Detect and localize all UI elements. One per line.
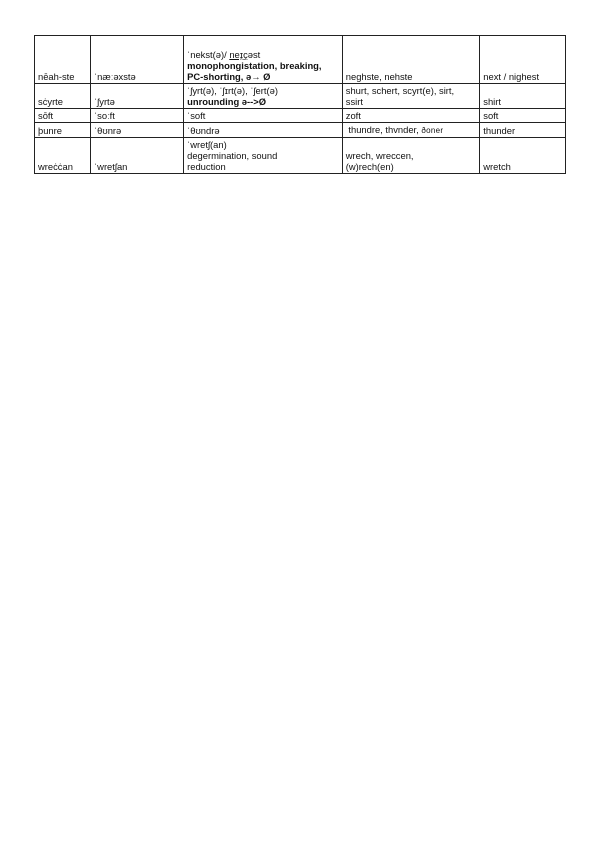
middle-english-line: shurt, schert, scyrt(e), sirt, bbox=[345, 85, 455, 96]
modern-english-cell: next / nighest bbox=[480, 36, 566, 84]
old-english-cell: wreċċan bbox=[35, 138, 91, 174]
development-underlined-text: neɪ̯ç bbox=[229, 49, 248, 60]
development-cell bbox=[184, 138, 343, 174]
old-english-cell: nēah-ste bbox=[35, 36, 91, 84]
development-cell bbox=[184, 36, 343, 84]
etymology-table bbox=[34, 35, 566, 174]
development-line: PC-shorting, ə→ Ø bbox=[187, 71, 271, 82]
old-english-cell: þunre bbox=[35, 123, 91, 138]
development-line bbox=[187, 49, 340, 60]
modern-english-cell: soft bbox=[480, 109, 566, 123]
middle-english-cell: neghste, nehste bbox=[342, 36, 480, 84]
ipa-cell: ˈnæːəxstə bbox=[91, 36, 184, 84]
modern-english-cell: wretch bbox=[480, 138, 566, 174]
development-line: ˈʃyrt(ə), ˈʃɪrt(ə), ˈʃert(ə) bbox=[187, 85, 278, 96]
old-english-cell: sōft bbox=[35, 109, 91, 123]
ipa-cell: ˈwretʃan bbox=[91, 138, 184, 174]
middle-english-text: thundre, thvnder, bbox=[345, 124, 422, 135]
development-line: unrounding ə-->Ø bbox=[187, 96, 267, 107]
development-text: əst bbox=[247, 49, 261, 60]
development-line: degermination, sound bbox=[187, 150, 278, 161]
development-text: ˈnekst(ə)/ bbox=[187, 49, 230, 60]
middle-english-cell bbox=[342, 84, 480, 109]
middle-english-line: (w)rech(en) bbox=[345, 161, 394, 172]
development-cell: ˈθʊndrə bbox=[184, 123, 343, 138]
middle-english-cell bbox=[342, 138, 480, 174]
middle-english-small-text: ðoner bbox=[421, 126, 444, 135]
table-row bbox=[35, 109, 566, 123]
old-english-cell: sċyrte bbox=[35, 84, 91, 109]
ipa-cell: ˈsoːft bbox=[91, 109, 184, 123]
middle-english-line: wrech, wreccen, bbox=[345, 150, 414, 161]
development-cell: ˈsoft bbox=[184, 109, 343, 123]
table-row bbox=[35, 138, 566, 174]
middle-english-cell: zoft bbox=[342, 109, 480, 123]
middle-english-cell bbox=[342, 123, 480, 138]
table-row bbox=[35, 84, 566, 109]
ipa-cell: ˈʃyrtə bbox=[91, 84, 184, 109]
table-row bbox=[35, 36, 566, 84]
development-line: monophongistation, breaking, bbox=[187, 60, 322, 71]
modern-english-cell: thunder bbox=[480, 123, 566, 138]
table-row bbox=[35, 123, 566, 138]
middle-english-line: ssirt bbox=[345, 96, 363, 107]
ipa-cell: ˈθʊnrə bbox=[91, 123, 184, 138]
modern-english-cell: shirt bbox=[480, 84, 566, 109]
development-line: reduction bbox=[187, 161, 226, 172]
development-cell bbox=[184, 84, 343, 109]
development-line: ˈwretʃ(an) bbox=[187, 139, 227, 150]
